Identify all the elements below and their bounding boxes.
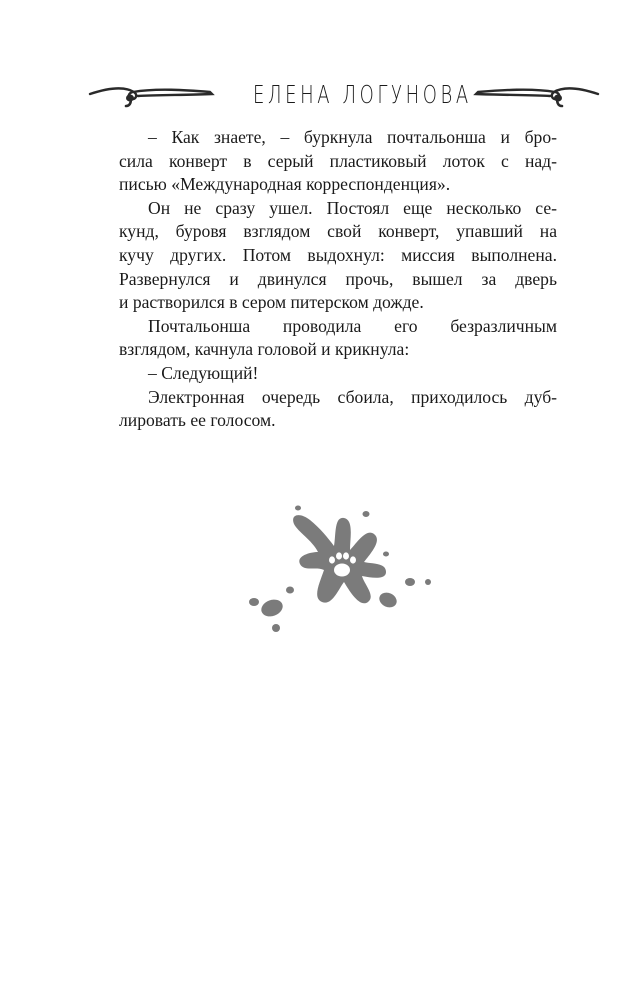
author-name: ЕЛЕНА ЛОГУНОВА (253, 80, 472, 109)
text-line: кунд, буровя взглядом свой конверт, упавший на (119, 221, 557, 242)
text-body (119, 126, 557, 433)
text-line: Почтальонша проводила его безразличным (148, 315, 557, 336)
text-line: Он не сразу ушел. Постоял еще несколько се- (148, 197, 557, 218)
text-line: Развернулся и двинулся прочь, вышел за дверь (119, 268, 557, 289)
text-line: – Следующий! (148, 362, 259, 383)
text-line: кучу других. Потом выдохнул: миссия выполнена. (119, 244, 557, 265)
flourish-left-icon (86, 68, 226, 118)
text-line: взглядом, качнула головой и крикнула: (119, 339, 410, 360)
text-line: и растворился в сером питерском дожде. (119, 292, 424, 313)
text-line: – Как знаете, – буркнула почтальонша и бро- (148, 127, 557, 147)
text-line: сила конверт в серый пластиковый лоток с над- (119, 150, 557, 171)
flourish-right-icon (462, 68, 602, 118)
paw-splash-icon (240, 500, 440, 650)
running-header (0, 68, 640, 118)
text-line: писью «Международная корреспонденция». (119, 174, 451, 195)
text-line: лировать ее голосом. (119, 410, 276, 431)
text-line: Электронная очередь сбоила, приходилось дуб- (148, 386, 557, 407)
